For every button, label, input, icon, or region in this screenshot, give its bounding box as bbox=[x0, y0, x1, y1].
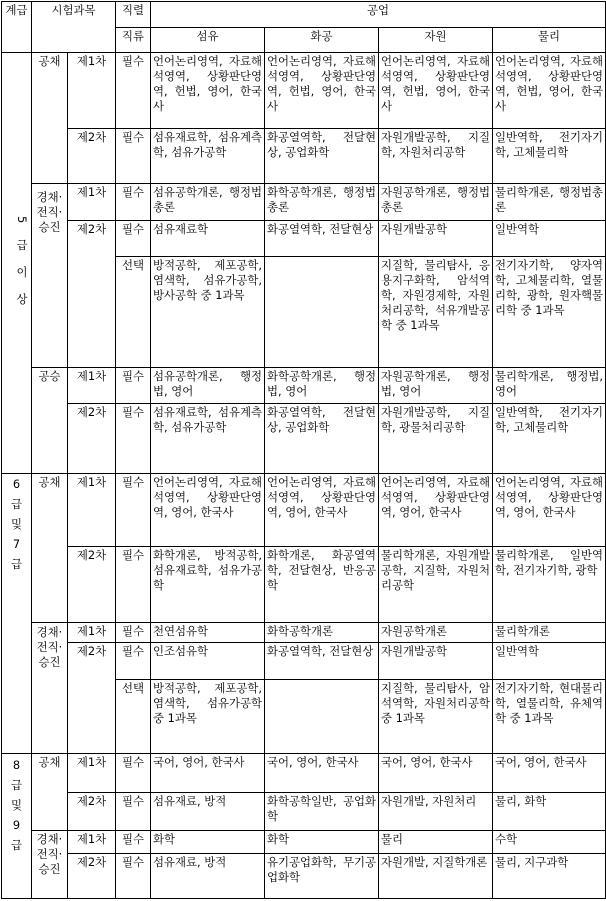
exam-subject-table bbox=[1, 1, 606, 899]
grade-89-cell bbox=[2, 753, 32, 898]
subject-cell: 화공열역학, 전달현상, 공업화학 bbox=[265, 404, 379, 473]
subject-cell: 일반역학 bbox=[493, 643, 606, 680]
group-career-cell bbox=[32, 183, 68, 367]
group-career-cell bbox=[32, 623, 68, 754]
required-label: 필수 bbox=[116, 623, 151, 643]
elective-label: 선택 bbox=[116, 680, 151, 754]
group-promo-cell: 공승 bbox=[32, 367, 68, 473]
subject-cell: 자원공학개론, 행정법총론 bbox=[379, 183, 493, 220]
table-row bbox=[2, 53, 606, 129]
subject-cell: 유기공업화학, 무기공업화학 bbox=[265, 853, 379, 898]
round-cell: 제2차 bbox=[68, 547, 116, 623]
table-row bbox=[2, 220, 606, 257]
subject-cell: 화공열역학, 전달현상 bbox=[265, 220, 379, 257]
subject-cell: 언어논리영역, 자료해석영역, 상황판단영역, 영어, 한국사 bbox=[379, 473, 493, 547]
subject-cell: 일반역학, 전기자기학, 고체물리학 bbox=[493, 128, 606, 183]
subject-cell: 언어논리영역, 자료해석영역, 상황판단영역, 헌법, 영어, 한국사 bbox=[493, 53, 606, 129]
subject-cell: 자원개발, 지질학개론 bbox=[379, 853, 493, 898]
subject-cell: 언어논리영역, 자료해석영역, 상황판단영역, 헌법, 영어, 한국사 bbox=[151, 53, 265, 129]
subject-cell: 전기자기학, 현대물리학, 열물리학, 유체역학 중 1과목 bbox=[493, 680, 606, 754]
subject-cell: 섬유재료학 bbox=[151, 220, 265, 257]
table-row bbox=[2, 547, 606, 623]
subject-cell: 물리학개론, 행정법, 영어 bbox=[493, 367, 606, 404]
group-career-label: 경채·전직·승진 bbox=[36, 189, 63, 234]
required-label: 필수 bbox=[116, 792, 151, 831]
table-row bbox=[2, 404, 606, 473]
subject-cell: 일반역학 bbox=[493, 220, 606, 257]
round-cell: 제2차 bbox=[68, 128, 116, 183]
subject-cell: 섬유공학개론, 행정법총론 bbox=[151, 183, 265, 220]
header-row-1 bbox=[2, 2, 606, 28]
subject-cell bbox=[265, 680, 379, 754]
subject-cell: 물리학개론 bbox=[493, 623, 606, 643]
subject-cell: 섬유공학개론, 행정법, 영어 bbox=[151, 367, 265, 404]
subject-cell: 화학공학개론 bbox=[265, 623, 379, 643]
subject-cell: 화학공학개론, 행정법총론 bbox=[265, 183, 379, 220]
grade-5-cell: 5 급 이 상 bbox=[2, 53, 32, 474]
table-row bbox=[2, 792, 606, 831]
subject-cell: 국어, 영어, 한국사 bbox=[493, 753, 606, 792]
grade-67-cell bbox=[2, 473, 32, 753]
subject-cell: 자원개발공학, 지질학, 자원처리공학 bbox=[379, 128, 493, 183]
subject-cell: 섬유재료, 방적 bbox=[151, 792, 265, 831]
subject-cell: 화학 bbox=[151, 831, 265, 853]
required-label: 필수 bbox=[116, 53, 151, 129]
subject-cell: 물리, 화학 bbox=[493, 792, 606, 831]
subject-cell: 화학개론, 화공열역학, 전달현상, 반응공학 bbox=[265, 547, 379, 623]
subject-cell: 화학공학개론, 행정법, 영어 bbox=[265, 367, 379, 404]
table-row bbox=[2, 183, 606, 220]
required-label: 필수 bbox=[116, 220, 151, 257]
round-cell: 제1차 bbox=[68, 473, 116, 547]
table-row bbox=[2, 623, 606, 643]
subject-cell: 섬유재료학, 섬유계측학, 섬유가공학 bbox=[151, 128, 265, 183]
header-type-chemical: 화공 bbox=[265, 27, 379, 53]
subject-cell: 언어논리영역, 자료해석영역, 상황판단영역, 영어, 한국사 bbox=[151, 473, 265, 547]
subject-cell: 언어논리영역, 자료해석영역, 상황판단영역, 영어, 한국사 bbox=[493, 473, 606, 547]
table-row bbox=[2, 831, 606, 853]
header-type-resource: 자원 bbox=[379, 27, 493, 53]
required-label: 필수 bbox=[116, 404, 151, 473]
subject-cell: 지질학, 물리탐사, 암석역학, 자원처리공학 중 1과목 bbox=[379, 680, 493, 754]
subject-cell: 인조섬유학 bbox=[151, 643, 265, 680]
subject-cell: 자원공학개론 bbox=[379, 623, 493, 643]
group-career-label: 경채·전직·승진 bbox=[36, 625, 63, 670]
required-label: 필수 bbox=[116, 367, 151, 404]
header-industry: 공업 bbox=[151, 2, 606, 28]
subject-cell: 자원개발공학 bbox=[379, 643, 493, 680]
subject-cell: 물리, 지구과학 bbox=[493, 853, 606, 898]
round-cell: 제1차 bbox=[68, 623, 116, 643]
required-label: 필수 bbox=[116, 128, 151, 183]
subject-cell: 화공열역학, 전달현상 bbox=[265, 643, 379, 680]
subject-cell: 언어논리영역, 자료해석영역, 상황판단영역, 영어, 한국사 bbox=[265, 473, 379, 547]
required-label: 필수 bbox=[116, 853, 151, 898]
subject-cell: 언어논리영역, 자료해석영역, 상황판단영역, 헌법, 영어, 한국사 bbox=[265, 53, 379, 129]
header-job-series: 직렬 bbox=[116, 2, 151, 28]
subject-cell: 지질학, 물리탐사, 응용지구화학, 암석역학, 자원경제학, 자원처리공학, 석유개발공학 중 1과목 bbox=[379, 257, 493, 367]
header-job-type: 직류 bbox=[116, 27, 151, 53]
subject-cell: 국어, 영어, 한국사 bbox=[265, 753, 379, 792]
group-open-cell: 공채 bbox=[32, 53, 68, 184]
subject-cell: 화학 bbox=[265, 831, 379, 853]
subject-cell: 수학 bbox=[493, 831, 606, 853]
grade-67-label: 6 급 및 7 급 bbox=[10, 476, 22, 571]
header-type-physics: 물리 bbox=[493, 27, 606, 53]
subject-cell: 전기자기학, 양자역학, 고체물리학, 열물리학, 광학, 원자핵물리학 중 1과목 bbox=[493, 257, 606, 367]
subject-cell: 물리학개론, 행정법총론 bbox=[493, 183, 606, 220]
subject-cell: 국어, 영어, 한국사 bbox=[379, 753, 493, 792]
header-type-textile: 섬유 bbox=[151, 27, 265, 53]
subject-cell: 섬유재료학, 섬유계측학, 섬유가공학 bbox=[151, 404, 265, 473]
round-cell: 제1차 bbox=[68, 183, 116, 220]
table-row bbox=[2, 367, 606, 404]
required-label: 필수 bbox=[116, 547, 151, 623]
round-cell: 제1차 bbox=[68, 367, 116, 404]
group-career-label: 경채·전직·승진 bbox=[36, 832, 63, 877]
subject-cell: 물리학개론, 일반역학, 전기자기학, 광학 bbox=[493, 547, 606, 623]
required-label: 필수 bbox=[116, 473, 151, 547]
round-cell: 제2차 bbox=[68, 853, 116, 898]
subject-cell: 자원개발공학, 지질학, 광물처리공학 bbox=[379, 404, 493, 473]
subject-cell: 섬유재료, 방적 bbox=[151, 853, 265, 898]
group-open-cell: 공채 bbox=[32, 473, 68, 622]
round-cell: 제2차 bbox=[68, 643, 116, 753]
required-label: 필수 bbox=[116, 753, 151, 792]
elective-label: 선택 bbox=[116, 257, 151, 367]
round-cell: 제1차 bbox=[68, 753, 116, 792]
subject-cell: 방적공학, 제포공학, 염색학, 섬유가공학, 방사공학 중 1과목 bbox=[151, 257, 265, 367]
subject-cell: 화학개론, 방적공학, 섬유재료학, 섬유가공학 bbox=[151, 547, 265, 623]
subject-cell: 언어논리영역, 자료해석영역, 상황판단영역, 헌법, 영어, 한국사 bbox=[379, 53, 493, 129]
round-cell: 제2차 bbox=[68, 404, 116, 473]
table-row bbox=[2, 128, 606, 183]
grade-89-label: 8 급 및 9 급 bbox=[10, 757, 22, 852]
subject-cell: 화공열역학, 전달현상, 공업화학 bbox=[265, 128, 379, 183]
subject-cell: 일반역학, 전기자기학, 고체물리학 bbox=[493, 404, 606, 473]
group-open-cell: 공채 bbox=[32, 753, 68, 831]
subject-cell: 물리 bbox=[379, 831, 493, 853]
subject-cell: 방적공학, 제포공학, 염색학, 섬유가공학 중 1과목 bbox=[151, 680, 265, 754]
required-label: 필수 bbox=[116, 643, 151, 680]
table-row bbox=[2, 643, 606, 680]
header-grade: 계급 bbox=[2, 2, 32, 53]
table-row bbox=[2, 753, 606, 792]
round-cell: 제1차 bbox=[68, 831, 116, 853]
round-cell: 제2차 bbox=[68, 792, 116, 831]
subject-cell: 국어, 영어, 한국사 bbox=[151, 753, 265, 792]
round-cell: 제1차 bbox=[68, 53, 116, 129]
subject-cell: 자원개발, 자원처리 bbox=[379, 792, 493, 831]
subject-cell: 자원공학개론, 행정법, 영어 bbox=[379, 367, 493, 404]
subject-cell: 천연섬유학 bbox=[151, 623, 265, 643]
subject-cell: 물리학개론, 자원개발공학, 지질학, 자원처리공학 bbox=[379, 547, 493, 623]
subject-cell bbox=[265, 257, 379, 367]
header-exam-subject: 시험과목 bbox=[32, 2, 116, 53]
subject-cell: 화학공학일반, 공업화학 bbox=[265, 792, 379, 831]
table-row bbox=[2, 473, 606, 547]
group-career-cell bbox=[32, 831, 68, 899]
table-row bbox=[2, 853, 606, 898]
required-label: 필수 bbox=[116, 831, 151, 853]
required-label: 필수 bbox=[116, 183, 151, 220]
subject-cell: 자원개발공학 bbox=[379, 220, 493, 257]
round-cell: 제2차 bbox=[68, 220, 116, 367]
